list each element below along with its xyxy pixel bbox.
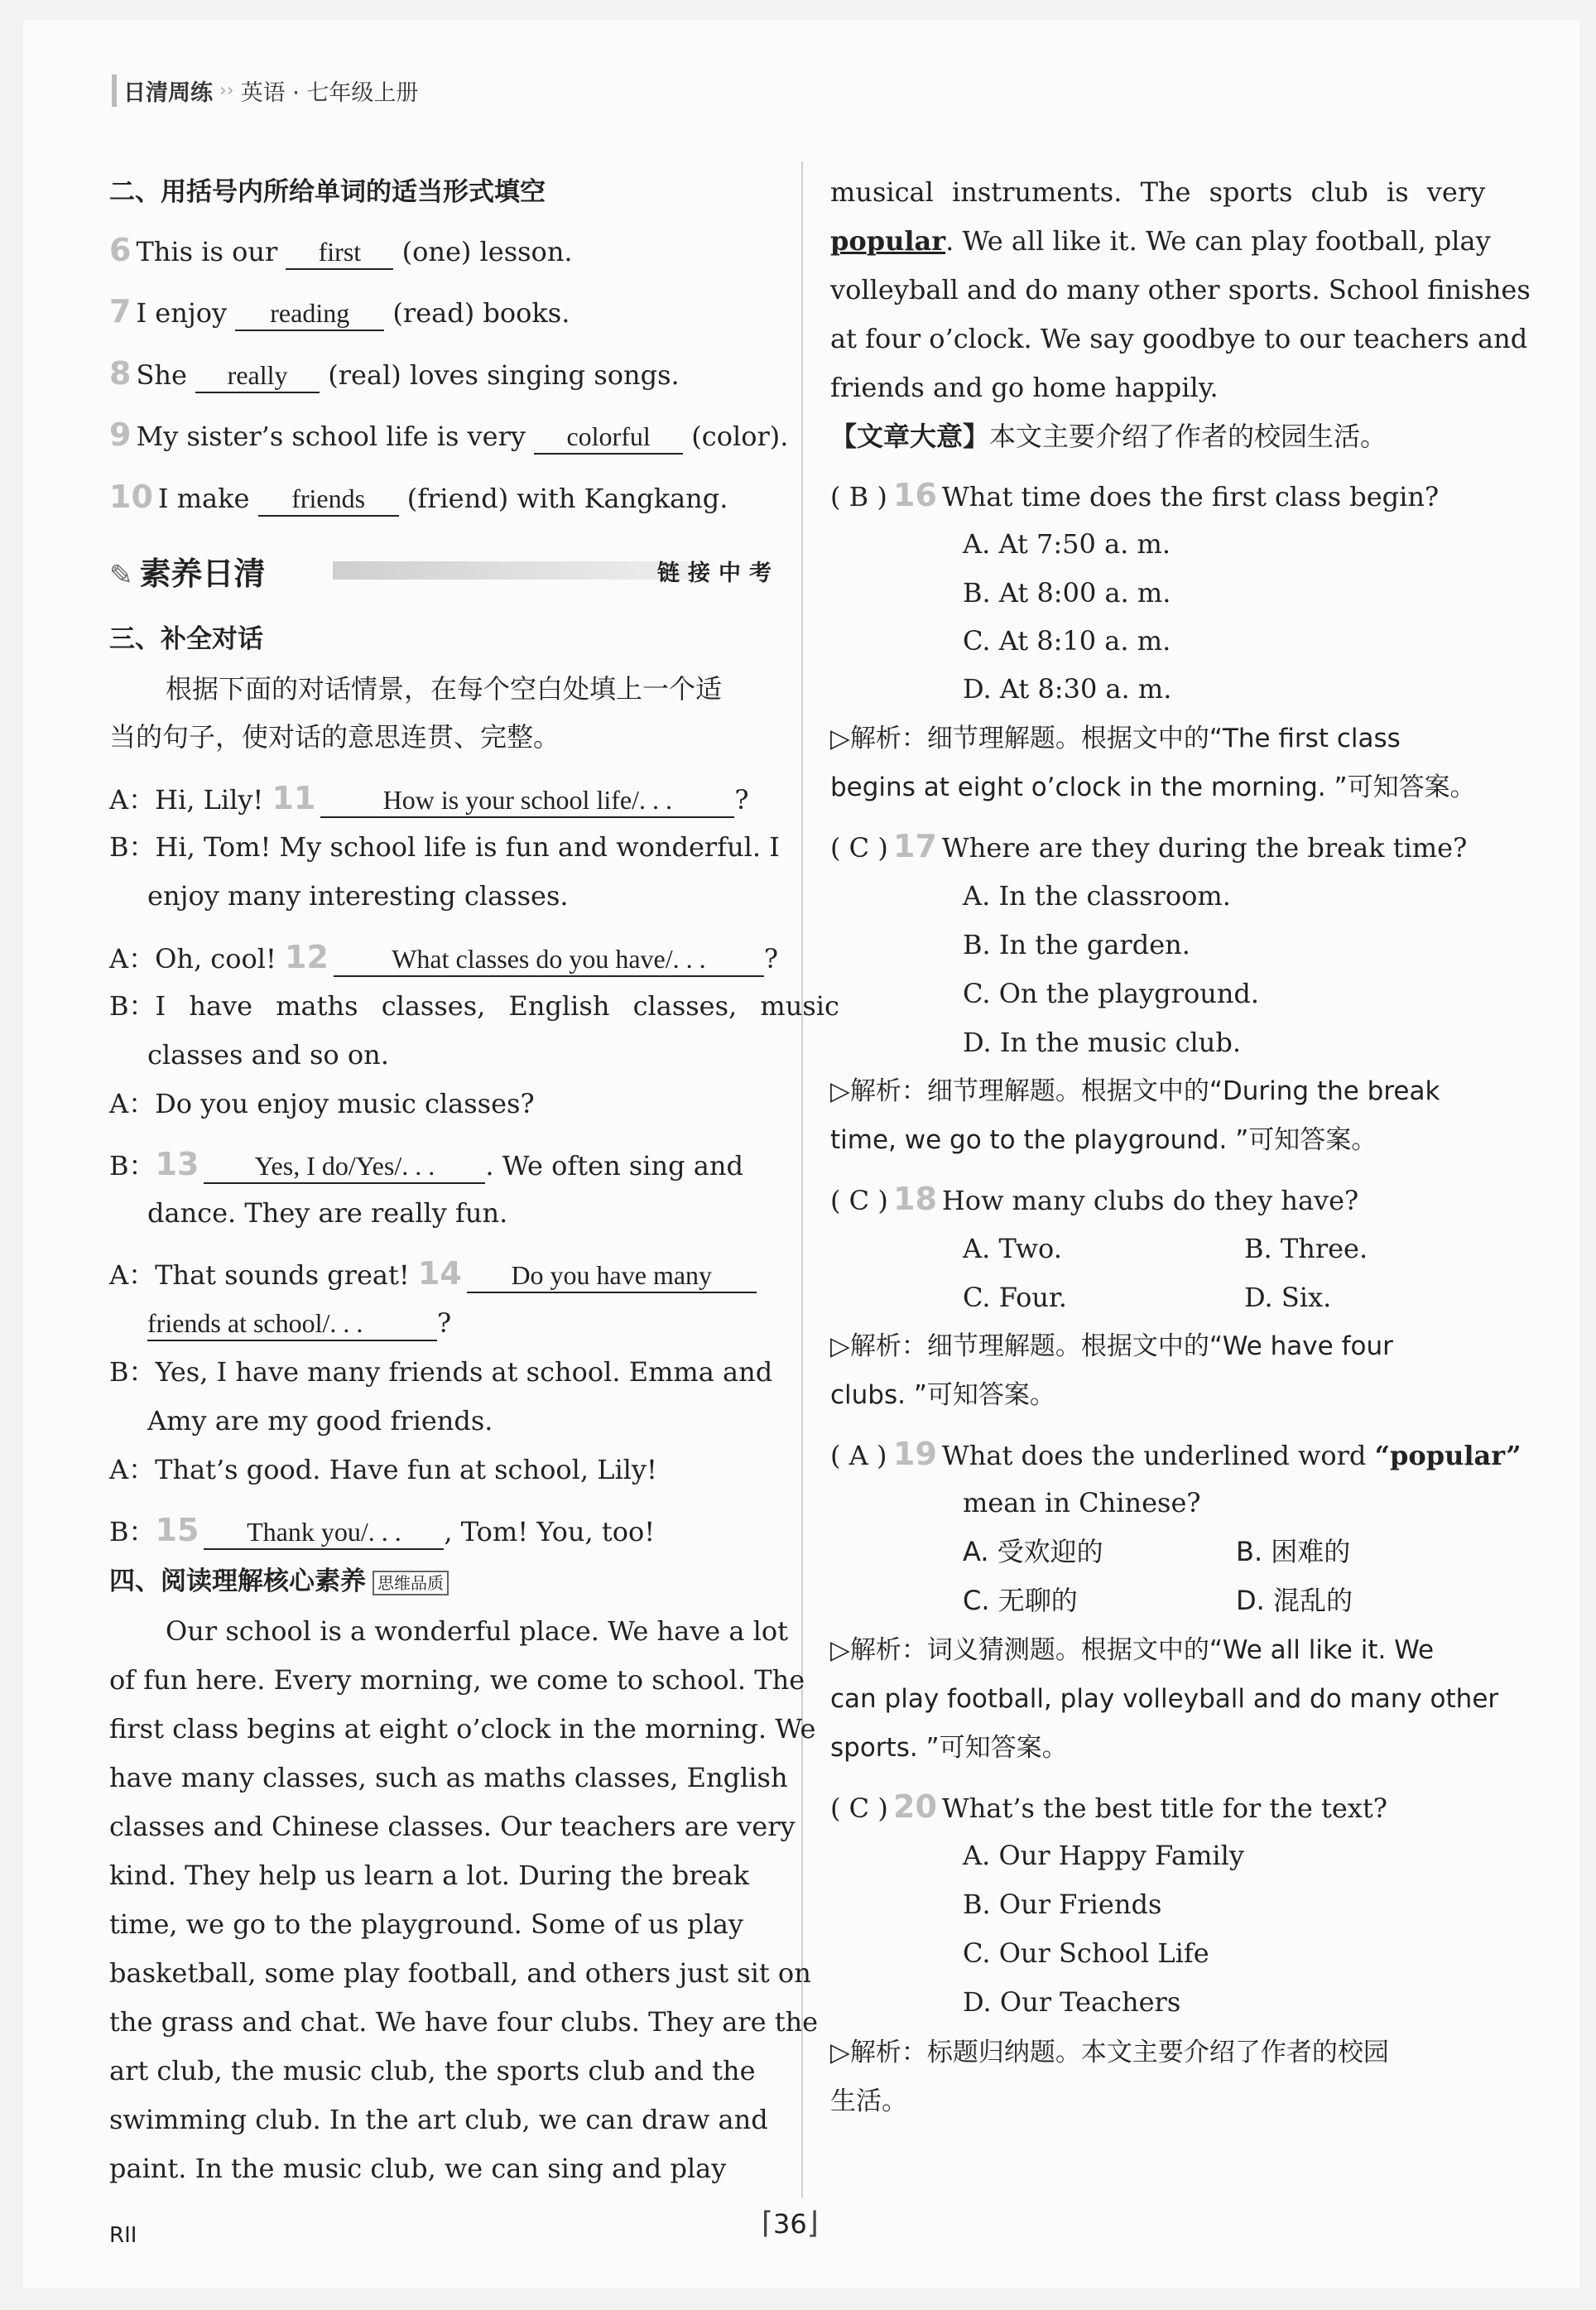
option: D. Six. [1244,1282,1332,1313]
dialogue-b1-line1 [109,830,780,864]
option: C. Our School Life [963,1937,1209,1969]
speaker-line-cont: . We often sing and [485,1150,743,1181]
question-number: 12 [285,939,329,975]
speaker-line: A：Hi, Lily! [109,784,264,816]
question-number: 19 [893,1436,937,1472]
option: C. On the playground. [963,978,1260,1009]
dialogue-b3-line2: dance. They are really fun. [147,1197,508,1229]
summary-label: 【文章大意】 [830,421,990,452]
question-number: 16 [893,477,937,513]
section2-title: 二、用括号内所给单词的适当形式填空 [109,177,546,207]
section4-title-text: 四、阅读理解核心素养 [109,1566,366,1596]
item-hint: (color). [691,421,789,452]
question-mark: ? [763,943,779,975]
explanation-line: time, we go to the playground. ”可知答案。 [830,1125,1377,1155]
explanation-line: sports. ”可知答案。 [830,1733,1068,1763]
question-number: 7 [109,293,132,330]
explanation-line: ▷解析：标题归纳题。本文主要介绍了作者的校园 [830,2038,1389,2067]
fill-item-8 [109,357,680,393]
speaker-line: A：That sounds great! [109,1259,410,1291]
answer-blank: friends at school/. . . [147,1307,437,1341]
dialogue-b2-line2: classes and so on. [147,1039,389,1071]
speaker-line-cont: , Tom! You, too! [444,1516,656,1547]
skill-badge: 思维品质 [373,1571,449,1595]
summary-text: 本文主要介绍了作者的校园生活。 [989,421,1387,452]
option: B. 困难的 [1236,1536,1351,1567]
option: B. In the garden. [963,929,1190,960]
passage-line: have many classes, such as maths classes, English [109,1762,788,1793]
option: B. Three. [1244,1233,1368,1264]
page-number: ⌈36⌋ [762,2207,819,2240]
passage-line-popular: popular. We all like it. We can play football, play [830,225,1491,257]
section4-title [109,1565,449,1598]
popular-word: popular [830,225,946,257]
passage-line: volleyball and do many other sports. School finishes [830,274,1531,306]
question-mark: ? [437,1307,452,1339]
option: C. Four. [963,1282,1067,1313]
passage-line: first class begins at eight o’clock in the morning. We [109,1713,816,1745]
option: D. Our Teachers [963,1986,1181,2018]
explanation-line: ▷解析：细节理解题。根据文中的“We have four [830,1331,1393,1361]
item-hint: (friend) with Kangkang. [406,483,728,514]
dialogue-b3 [109,1148,743,1184]
answer-blank: Yes, I do/Yes/. . . [204,1149,485,1184]
question-19 [830,1437,1521,1472]
brand-label: 日清周练 [112,75,213,107]
option: A. Our Happy Family [963,1840,1244,1871]
dialogue-a4-line2 [147,1307,451,1341]
dialogue-a5: A：That’s good. Have fun at school, Lily! [109,1454,657,1485]
answer-choice: ( C ) [830,1185,888,1216]
speaker-line: B：Hi, Tom! My school life is fun and wonderful. I [109,831,780,863]
answer-blank: colorful [534,420,683,455]
answer-choice: ( A ) [830,1440,887,1471]
explanation-line: 生活。 [830,2086,907,2116]
fill-item-7 [109,295,570,331]
item-text: I make [157,483,250,514]
column-divider [801,161,803,2198]
banner-shade [333,561,689,580]
fill-item-6 [109,233,573,270]
question-number: 9 [109,416,132,453]
chevron-right-icon: ›› [219,80,234,101]
dialogue-a2 [109,941,778,977]
question-number: 11 [272,780,316,816]
item-text: This is our [136,236,278,267]
question-number: 13 [155,1146,200,1182]
option: A. At 7:50 a. m. [963,528,1171,560]
dialogue-b5 [109,1514,655,1550]
dialogue-a1 [109,782,748,818]
question-text: What time does the first class begin? [941,481,1440,513]
answer-blank: Do you have many [467,1258,757,1293]
explanation-line: ▷解析：细节理解题。根据文中的“The first class [830,724,1401,753]
dialogue-a3: A：Do you enjoy music classes? [109,1088,535,1119]
answer-blank: Thank you/. . . [204,1515,444,1550]
option: D. In the music club. [963,1027,1241,1058]
speaker-line: A：Oh, cool! [109,943,276,975]
answer-blank: first [286,235,393,270]
item-hint: (read) books. [392,297,570,329]
passage-line: Our school is a wonderful place. We have a lot [166,1615,788,1647]
page-number-text: 36 [773,2208,807,2240]
passage-line: of fun here. Every morning, we come to school. The [109,1664,805,1696]
passage-line: time, we go to the playground. Some of us play [109,1908,743,1940]
question-mark: ? [734,784,749,816]
passage-line: kind. They help us learn a lot. During the break [109,1860,749,1891]
speaker-line: B： [109,1516,156,1547]
item-text: My sister’s school life is very [136,421,526,452]
option: D. 混乱的 [1236,1585,1353,1616]
option: B. Our Friends [963,1889,1162,1920]
explanation-line: can play football, play volleyball and do many other [830,1684,1499,1714]
passage-line: art club, the music club, the sports club and the [109,2055,756,2086]
speaker-line: B： [109,1150,156,1181]
question-number: 8 [109,355,132,392]
passage-line: basketball, some play football, and others just sit on [109,1957,811,1989]
answer-blank: How is your school life/. . . [320,783,734,818]
explanation-line: ▷解析：词义猜测题。根据文中的“We all like it. We [830,1635,1435,1665]
passage-line: paint. In the music club, we can sing and play [109,2153,727,2184]
passage-line: at four o’clock. We say goodbye to our teachers and [830,323,1528,354]
question-text-cont: mean in Chinese? [963,1487,1201,1518]
item-text: I enjoy [136,297,228,329]
question-number: 17 [893,828,937,864]
suyang-banner [109,546,780,596]
dialogue-a4 [109,1257,757,1293]
passage-line: friends and go home happily. [830,372,1219,403]
question-17 [830,830,1467,864]
question-number: 20 [893,1788,937,1825]
summary-line [830,420,1387,453]
question-text: What’s the best title for the text? [941,1793,1387,1824]
option: A. 受欢迎的 [963,1536,1103,1567]
suyang-title [109,548,266,594]
dialogue-b1-line2: enjoy many interesting classes. [147,880,569,912]
section3-title: 三、补全对话 [109,624,263,654]
answer-choice: ( C ) [830,832,888,864]
question-18 [830,1182,1358,1217]
question-20 [830,1790,1387,1825]
fill-item-9 [109,418,788,455]
passage-line: musical instruments. The sports club is very [830,176,1486,208]
question-bold-word: “popular” [1374,1440,1521,1471]
answer-blank: friends [258,482,399,517]
link-exam-label: 链接中考 [657,561,780,586]
item-text: She [136,359,187,391]
pen-icon: ✎ [109,559,133,592]
fill-item-10 [109,480,728,517]
option: A. In the classroom. [963,880,1231,912]
question-text: Where are they during the break time? [941,832,1468,864]
subject-label: 英语 · 七年级上册 [240,80,419,106]
explanation-line: ▷解析：细节理解题。根据文中的“During the break [830,1076,1440,1106]
dialogue-b4-line2: Amy are my good friends. [147,1405,493,1437]
question-number: 18 [893,1181,937,1217]
option: A. Two. [963,1233,1062,1264]
passage-text: We all like it. We can play football, play [962,225,1491,257]
explanation-line: clubs. ”可知答案。 [830,1380,1055,1410]
footer-code: RII [109,2223,137,2248]
option: D. At 8:30 a. m. [963,673,1172,705]
question-text: How many clubs do they have? [941,1185,1359,1216]
dialogue-b2-line1: B：I have maths classes, English classes, music [109,990,839,1022]
option: B. At 8:00 a. m. [963,577,1171,609]
question-16 [830,479,1439,513]
answer-choice: ( C ) [830,1793,888,1824]
passage-line: classes and Chinese classes. Our teachers are very [109,1811,796,1842]
question-number: 6 [109,232,132,268]
suyang-title-text: 素养日清 [139,556,266,592]
section3-instruction-2: 当的句子，使对话的意思连贯、完整。 [109,721,560,753]
answer-blank: really [195,359,320,393]
explanation-line: begins at eight o’clock in the morning. ”可知答案。 [830,772,1476,802]
option: C. 无聊的 [963,1585,1078,1616]
item-hint: (one) lesson. [401,236,573,267]
question-number: 10 [109,479,153,515]
option: C. At 8:10 a. m. [963,625,1171,657]
question-number: 15 [155,1512,200,1548]
question-text: What does the underlined word [941,1440,1367,1471]
answer-blank: What classes do you have/. . . [334,942,764,977]
passage-line: swimming club. In the art club, we can draw and [109,2104,768,2135]
answer-blank: reading [235,296,384,331]
item-hint: (real) loves singing songs. [328,359,680,391]
dialogue-b4-line1: B：Yes, I have many friends at school. Emma and [109,1356,773,1388]
page-header [112,75,418,107]
section3-instruction-1: 根据下面的对话情景，在每个空白处填上一个适 [166,673,723,705]
passage-line: the grass and chat. We have four clubs. They are the [109,2006,819,2038]
answer-choice: ( B ) [830,481,887,513]
question-number: 14 [417,1255,462,1292]
